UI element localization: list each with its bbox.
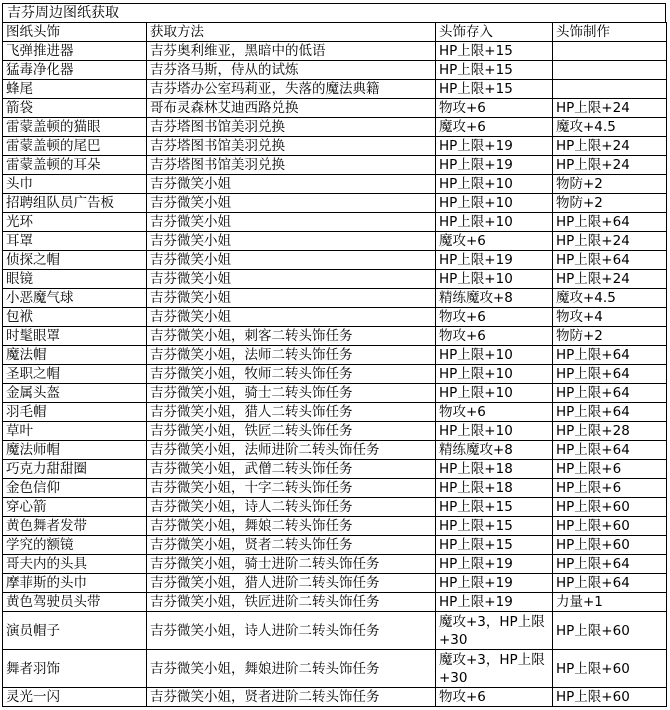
cell-deposit: HP上限+19 [436, 251, 553, 270]
cell-method: 哥布灵森林艾迪西路兑换 [147, 99, 436, 118]
cell-headwear: 猛毒净化器 [3, 61, 147, 80]
table-row [3, 118, 667, 137]
table-row [3, 384, 667, 403]
cell-craft: HP上限+60 [553, 612, 667, 650]
cell-headwear: 灵光一闪 [3, 688, 147, 707]
cell-deposit: HP上限+18 [436, 460, 553, 479]
cell-headwear: 包袱 [3, 308, 147, 327]
cell-method: 吉芬微笑小姐，铁匠二转头饰任务 [147, 422, 436, 441]
cell-headwear: 眼镜 [3, 270, 147, 289]
cell-deposit: HP上限+10 [436, 384, 553, 403]
table-row [3, 498, 667, 517]
cell-method: 吉芬微笑小姐，十字二转头饰任务 [147, 479, 436, 498]
cell-method: 吉芬微笑小姐，法师进阶二转头饰任务 [147, 441, 436, 460]
cell-craft: HP上限+64 [553, 384, 667, 403]
header-method: 获取方法 [147, 23, 436, 42]
cell-method: 吉芬微笑小姐，诗人二转头饰任务 [147, 498, 436, 517]
table-row [3, 422, 667, 441]
cell-method: 吉芬微笑小姐，贤者二转头饰任务 [147, 536, 436, 555]
cell-method: 吉芬微笑小姐 [147, 232, 436, 251]
cell-craft: HP上限+24 [553, 99, 667, 118]
cell-deposit: HP上限+19 [436, 593, 553, 612]
cell-deposit: HP上限+15 [436, 61, 553, 80]
cell-method: 吉芬微笑小姐，骑士二转头饰任务 [147, 384, 436, 403]
cell-deposit: HP上限+10 [436, 270, 553, 289]
blueprint-sheet [2, 3, 666, 707]
cell-headwear: 黄色驾驶员头带 [3, 593, 147, 612]
cell-method: 吉芬微笑小姐，法师二转头饰任务 [147, 346, 436, 365]
cell-headwear: 演员帽子 [3, 612, 147, 650]
cell-headwear: 头巾 [3, 175, 147, 194]
cell-deposit: 魔攻+3，HP上限+30 [436, 650, 553, 688]
cell-craft: 物防+2 [553, 327, 667, 346]
cell-method: 吉芬微笑小姐，骑士进阶二转头饰任务 [147, 555, 436, 574]
cell-deposit: 魔攻+3，HP上限+30 [436, 612, 553, 650]
cell-deposit: HP上限+10 [436, 213, 553, 232]
cell-method: 吉芬微笑小姐 [147, 308, 436, 327]
cell-method: 吉芬微笑小姐 [147, 289, 436, 308]
header-deposit: 头饰存入 [436, 23, 553, 42]
cell-craft: HP上限+64 [553, 555, 667, 574]
cell-craft [553, 42, 667, 61]
cell-method: 吉芬塔图书馆美羽兑换 [147, 156, 436, 175]
cell-deposit: 物攻+6 [436, 327, 553, 346]
table-row [3, 612, 667, 650]
table-row [3, 308, 667, 327]
cell-method: 吉芬微笑小姐，贤者进阶二转头饰任务 [147, 688, 436, 707]
cell-method: 吉芬微笑小姐 [147, 194, 436, 213]
cell-craft: HP上限+24 [553, 232, 667, 251]
table-row [3, 555, 667, 574]
cell-deposit: 物攻+6 [436, 308, 553, 327]
cell-headwear: 摩菲斯的头巾 [3, 574, 147, 593]
cell-deposit: HP上限+19 [436, 574, 553, 593]
cell-deposit: 物攻+6 [436, 99, 553, 118]
table-row [3, 517, 667, 536]
table-row [3, 650, 667, 688]
table-row [3, 536, 667, 555]
table-row [3, 42, 667, 61]
cell-craft [553, 61, 667, 80]
cell-headwear: 金属头盔 [3, 384, 147, 403]
table-row [3, 156, 667, 175]
cell-headwear: 箭袋 [3, 99, 147, 118]
cell-headwear: 羽毛帽 [3, 403, 147, 422]
blueprint-table [2, 22, 667, 707]
table-body [3, 42, 667, 707]
cell-method: 吉芬微笑小姐，猎人二转头饰任务 [147, 403, 436, 422]
cell-headwear: 金色信仰 [3, 479, 147, 498]
cell-headwear: 飞弹推进器 [3, 42, 147, 61]
cell-craft: HP上限+6 [553, 479, 667, 498]
table-row [3, 688, 667, 707]
cell-craft: 物攻+4 [553, 308, 667, 327]
cell-deposit: HP上限+10 [436, 346, 553, 365]
cell-headwear: 草叶 [3, 422, 147, 441]
table-row [3, 289, 667, 308]
cell-method: 吉芬微笑小姐 [147, 270, 436, 289]
cell-headwear: 雷蒙盖顿的尾巴 [3, 137, 147, 156]
cell-deposit: 精练魔攻+8 [436, 441, 553, 460]
cell-headwear: 学究的额镜 [3, 536, 147, 555]
cell-craft: 魔攻+4.5 [553, 289, 667, 308]
table-row [3, 232, 667, 251]
table-row [3, 270, 667, 289]
header-craft: 头饰制作 [553, 23, 667, 42]
cell-craft [553, 80, 667, 99]
cell-deposit: HP上限+15 [436, 536, 553, 555]
cell-deposit: HP上限+15 [436, 498, 553, 517]
cell-deposit: HP上限+19 [436, 555, 553, 574]
cell-method: 吉芬微笑小姐，猎人进阶二转头饰任务 [147, 574, 436, 593]
cell-deposit: 物攻+6 [436, 688, 553, 707]
cell-deposit: HP上限+10 [436, 422, 553, 441]
cell-method: 吉芬微笑小姐，舞娘进阶二转头饰任务 [147, 650, 436, 688]
cell-craft: HP上限+6 [553, 460, 667, 479]
table-row [3, 403, 667, 422]
cell-headwear: 哥夫内的头具 [3, 555, 147, 574]
cell-method: 吉芬微笑小姐，牧师二转头饰任务 [147, 365, 436, 384]
cell-craft: 物防+2 [553, 194, 667, 213]
cell-craft: HP上限+64 [553, 346, 667, 365]
table-row [3, 80, 667, 99]
cell-headwear: 巧克力甜甜圈 [3, 460, 147, 479]
cell-deposit: HP上限+19 [436, 137, 553, 156]
header-headwear: 图纸头饰 [3, 23, 147, 42]
cell-deposit: HP上限+15 [436, 517, 553, 536]
table-row [3, 365, 667, 384]
cell-craft: 力量+1 [553, 593, 667, 612]
table-row [3, 175, 667, 194]
cell-craft: HP上限+24 [553, 137, 667, 156]
cell-headwear: 时髦眼罩 [3, 327, 147, 346]
table-row [3, 99, 667, 118]
cell-craft: HP上限+60 [553, 650, 667, 688]
cell-deposit: HP上限+15 [436, 42, 553, 61]
cell-craft: HP上限+64 [553, 441, 667, 460]
table-row [3, 251, 667, 270]
cell-method: 吉芬塔图书馆美羽兑换 [147, 118, 436, 137]
cell-craft: HP上限+24 [553, 270, 667, 289]
header-row [3, 23, 667, 42]
cell-deposit: 魔攻+6 [436, 232, 553, 251]
cell-headwear: 舞者羽饰 [3, 650, 147, 688]
cell-headwear: 光环 [3, 213, 147, 232]
cell-craft: HP上限+60 [553, 517, 667, 536]
cell-deposit: HP上限+10 [436, 194, 553, 213]
table-row [3, 327, 667, 346]
cell-headwear: 侦探之帽 [3, 251, 147, 270]
cell-method: 吉芬微笑小姐，舞娘二转头饰任务 [147, 517, 436, 536]
cell-headwear: 蜂尾 [3, 80, 147, 99]
cell-method: 吉芬洛马斯，侍从的试炼 [147, 61, 436, 80]
table-row [3, 441, 667, 460]
cell-craft: HP上限+24 [553, 156, 667, 175]
cell-headwear: 黄色舞者发带 [3, 517, 147, 536]
cell-headwear: 小恶魔气球 [3, 289, 147, 308]
cell-method: 吉芬微笑小姐，铁匠进阶二转头饰任务 [147, 593, 436, 612]
cell-headwear: 雷蒙盖顿的猫眼 [3, 118, 147, 137]
table-row [3, 593, 667, 612]
table-row [3, 460, 667, 479]
cell-headwear: 耳罩 [3, 232, 147, 251]
cell-deposit: HP上限+15 [436, 80, 553, 99]
cell-headwear: 雷蒙盖顿的耳朵 [3, 156, 147, 175]
cell-headwear: 招聘组队员广告板 [3, 194, 147, 213]
cell-method: 吉芬塔图书馆美羽兑换 [147, 137, 436, 156]
sheet-title: 吉芬周边图纸获取 [2, 3, 666, 22]
cell-craft: HP上限+64 [553, 251, 667, 270]
cell-craft: HP上限+60 [553, 688, 667, 707]
cell-deposit: 精练魔攻+8 [436, 289, 553, 308]
cell-craft: 物防+2 [553, 175, 667, 194]
cell-method: 吉芬微笑小姐 [147, 213, 436, 232]
cell-craft: 魔攻+4.5 [553, 118, 667, 137]
cell-deposit: HP上限+10 [436, 365, 553, 384]
cell-craft: HP上限+64 [553, 213, 667, 232]
cell-deposit: 魔攻+6 [436, 118, 553, 137]
cell-method: 吉芬微笑小姐，刺客二转头饰任务 [147, 327, 436, 346]
cell-deposit: HP上限+10 [436, 175, 553, 194]
cell-craft: HP上限+64 [553, 403, 667, 422]
table-row [3, 213, 667, 232]
cell-craft: HP上限+60 [553, 536, 667, 555]
cell-deposit: HP上限+19 [436, 156, 553, 175]
table-row [3, 137, 667, 156]
cell-headwear: 魔法师帽 [3, 441, 147, 460]
cell-craft: HP上限+64 [553, 574, 667, 593]
cell-method: 吉芬微笑小姐，武僧二转头饰任务 [147, 460, 436, 479]
cell-method: 吉芬微笑小姐 [147, 251, 436, 270]
cell-method: 吉芬奥利维亚，黑暗中的低语 [147, 42, 436, 61]
cell-method: 吉芬微笑小姐，诗人进阶二转头饰任务 [147, 612, 436, 650]
cell-headwear: 圣职之帽 [3, 365, 147, 384]
table-row [3, 479, 667, 498]
cell-method: 吉芬微笑小姐 [147, 175, 436, 194]
table-row [3, 346, 667, 365]
cell-craft: HP上限+64 [553, 365, 667, 384]
cell-headwear: 魔法帽 [3, 346, 147, 365]
cell-method: 吉芬塔办公室玛莉亚，失落的魔法典籍 [147, 80, 436, 99]
table-row [3, 61, 667, 80]
table-row [3, 574, 667, 593]
cell-headwear: 穿心箭 [3, 498, 147, 517]
cell-deposit: HP上限+18 [436, 479, 553, 498]
table-row [3, 194, 667, 213]
cell-deposit: 物攻+6 [436, 403, 553, 422]
cell-craft: HP上限+60 [553, 498, 667, 517]
cell-craft: HP上限+28 [553, 422, 667, 441]
